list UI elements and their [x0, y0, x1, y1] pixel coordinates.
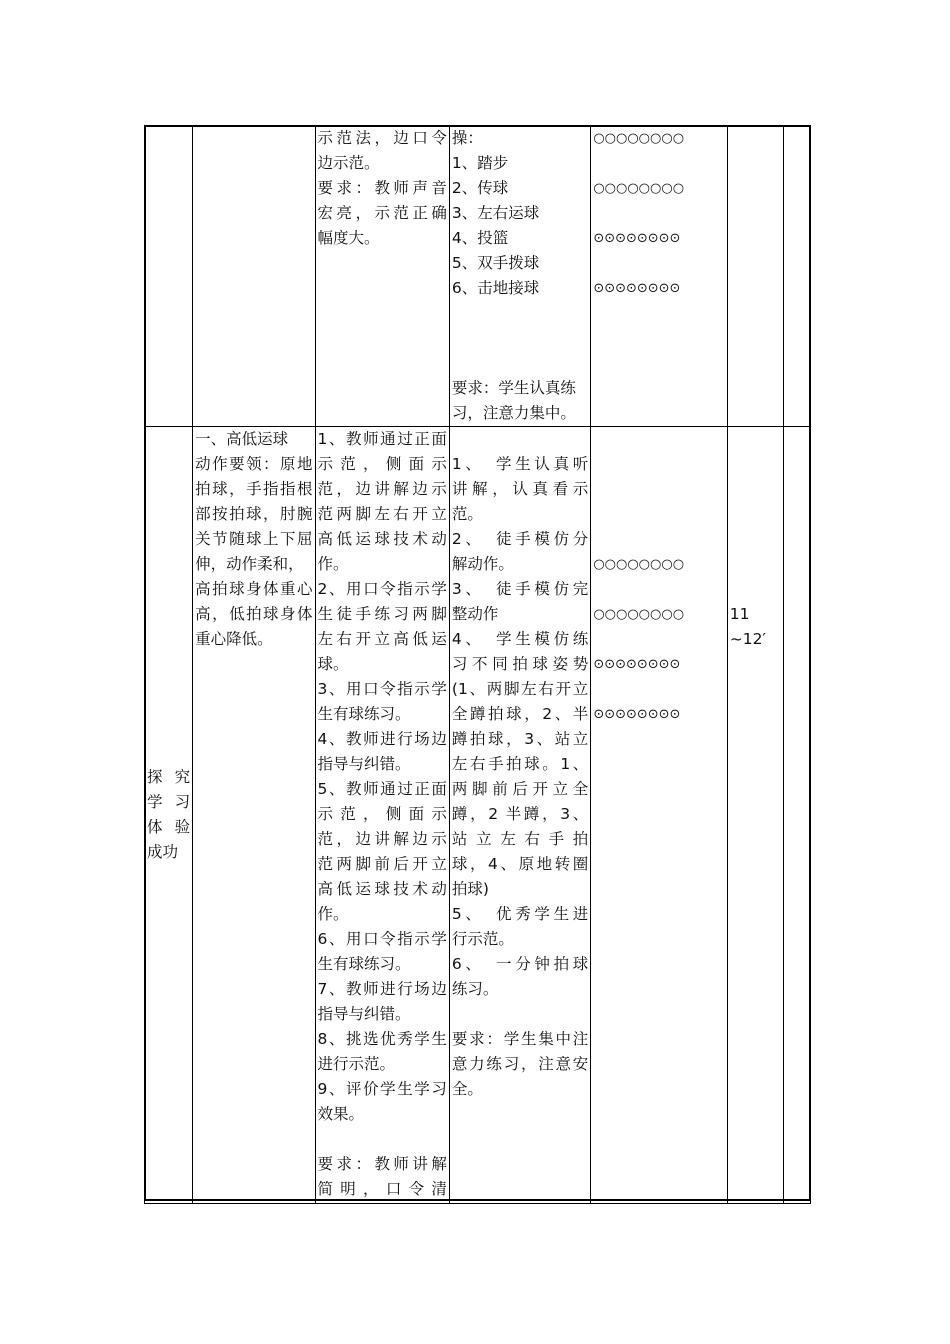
text-line: 5、双手拨球	[451, 254, 540, 272]
text-line: 体 验	[147, 818, 191, 836]
text-line: 全蹲拍球，2、半	[451, 705, 589, 723]
formation-row: ⊙⊙⊙⊙⊙⊙⊙⊙	[593, 231, 681, 246]
text-line: 2、 徒手模仿分	[451, 530, 589, 548]
text-line: 左右手拍球。1、	[451, 755, 589, 773]
text-line: 意力练习，注意安	[451, 1055, 589, 1073]
text-line: 高，低拍球身体	[195, 605, 313, 623]
formation-row: ⊙⊙⊙⊙⊙⊙⊙⊙	[593, 657, 681, 672]
student-activity-cell	[449, 126, 590, 427]
text-line: 重心降低。	[195, 630, 273, 648]
text-line: 效果。	[317, 1105, 365, 1123]
text-line: 作。	[317, 905, 349, 923]
formation-cell	[591, 126, 727, 427]
text-line: 1、 学生认真听	[451, 455, 589, 473]
text-line: 解动作。	[451, 555, 514, 573]
table-row	[145, 126, 811, 427]
spacer	[452, 301, 588, 376]
text-line: 高低运球技术动	[317, 880, 447, 898]
formation-row: ⊙⊙⊙⊙⊙⊙⊙⊙	[593, 281, 681, 296]
text-line: 3、用口令指示学	[317, 680, 447, 698]
teacher-activity-cell	[315, 126, 449, 427]
text-line: 8、挑选优秀学生	[317, 1030, 447, 1048]
text-line: 练习。	[451, 980, 499, 998]
text-line: 高低运球技术动	[317, 530, 447, 548]
text-line: 简 明 ， 口 令 清	[317, 1180, 447, 1198]
text-line: 范两脚左右开立	[317, 505, 447, 523]
notes-cell	[783, 427, 810, 1204]
stage-cell	[145, 427, 193, 1204]
text-line: 习不同拍球姿势	[451, 655, 589, 673]
text-line: 习，注意力集中。	[451, 404, 576, 422]
lesson-plan-table	[144, 125, 811, 1201]
formation-row: ○○○○○○○○	[593, 131, 685, 146]
text-line: 1、教师通过正面	[317, 430, 447, 448]
text-line: 幅度大。	[317, 229, 380, 247]
text-line: 左右开立高低运	[317, 630, 447, 648]
text-line: 要求：教师讲解	[317, 1155, 447, 1173]
text-line: 要求：学生集中注	[451, 1030, 589, 1048]
text-line: 高拍球身体重心	[195, 580, 313, 598]
text-line: 3、 徒手模仿完	[451, 580, 589, 598]
text-line: 整动作	[451, 605, 499, 623]
student-activity-cell	[449, 427, 590, 1204]
text-line: 行示范。	[451, 930, 514, 948]
content-cell	[193, 126, 315, 427]
formation-cell	[591, 427, 727, 1204]
text-line: 要求：学生认真练	[451, 379, 576, 397]
text-line: 7、教师进行场边	[317, 980, 447, 998]
text-line: 生有球练习。	[317, 955, 411, 973]
notes-cell	[783, 126, 810, 427]
text-line: 生徒手练习两脚	[317, 605, 447, 623]
formation-row: ⊙⊙⊙⊙⊙⊙⊙⊙	[593, 707, 681, 722]
time-value: 11	[729, 605, 750, 623]
text-line: 范。	[451, 505, 483, 523]
text-line: 拍球)	[451, 880, 489, 898]
text-line: 学 习	[147, 793, 191, 811]
text-line: 动作要领：原地	[195, 455, 313, 473]
text-line: 指导与纠错。	[317, 1005, 411, 1023]
text-line: 球。	[317, 655, 349, 673]
content-cell	[193, 427, 315, 1204]
text-line: 范，边讲解边示	[317, 830, 447, 848]
text-line: 全。	[451, 1080, 483, 1098]
text-line: 6、用口令指示学	[317, 930, 447, 948]
stage-cell	[145, 126, 193, 427]
text-line: 宏亮，示范正确	[317, 204, 447, 222]
formation-row: ○○○○○○○○	[593, 557, 685, 572]
text-line: 关节随球上下屈	[195, 530, 313, 548]
time-cell	[727, 126, 783, 427]
text-line: 一、高低运球	[195, 430, 289, 448]
text-line: 4、 学生模仿练	[451, 630, 589, 648]
text-line: 示 范 ， 侧 面 示	[317, 455, 447, 473]
text-line: 站 立 左 右 手 拍	[451, 830, 589, 848]
text-line: 4、教师进行场边	[317, 730, 447, 748]
text-line: 6、 一分钟拍球	[451, 955, 589, 973]
table-row	[145, 427, 811, 1204]
text-line: 蹲，2 半蹲，3、	[451, 805, 589, 823]
text-line: 2、用口令指示学	[317, 580, 447, 598]
text-line: 拍球，手指指根	[195, 480, 313, 498]
text-line: 1、踏步	[451, 154, 509, 172]
text-line: 9、评价学生学习	[317, 1080, 447, 1098]
text-line: 4、投篮	[451, 229, 509, 247]
time-cell	[727, 427, 783, 1204]
formation-row: ○○○○○○○○	[593, 607, 685, 622]
text-line: 6、击地接球	[451, 279, 540, 297]
text-line: 范，边讲解边示	[317, 480, 447, 498]
text-line: 成功	[147, 843, 179, 861]
text-line: 2、传球	[451, 179, 509, 197]
text-line: 探 究	[147, 768, 191, 786]
teacher-activity-cell	[315, 427, 449, 1204]
text-line: 两脚前后开立全	[451, 780, 589, 798]
text-line: (1、两脚左右开立	[451, 680, 589, 698]
text-line: 示范法，边口令	[317, 129, 447, 147]
text-line: 示 范 ， 侧 面 示	[317, 805, 447, 823]
text-line: 进行示范。	[317, 1055, 396, 1073]
text-line: 5、教师通过正面	[317, 780, 447, 798]
text-line: 蹲拍球，3、站立	[451, 730, 589, 748]
text-line: 边示范。	[317, 154, 380, 172]
text-line: 球，4、原地转圈	[451, 855, 589, 873]
text-line: 作。	[317, 555, 349, 573]
text-line: 操：	[451, 129, 483, 147]
text-line: 范两脚前后开立	[317, 855, 447, 873]
text-line: 3、左右运球	[451, 204, 540, 222]
text-line: 要求：教师声音	[317, 179, 447, 197]
text-line: 伸，动作柔和，	[195, 555, 304, 573]
text-line: 讲解，认真看示	[451, 480, 589, 498]
text-line: 指导与纠错。	[317, 755, 411, 773]
text-line: 5、 优秀学生进	[451, 905, 589, 923]
formation-row: ○○○○○○○○	[593, 181, 685, 196]
time-value: ~12′	[729, 630, 766, 648]
text-line: 部按拍球，肘腕	[195, 505, 313, 523]
text-line: 生有球练习。	[317, 705, 411, 723]
